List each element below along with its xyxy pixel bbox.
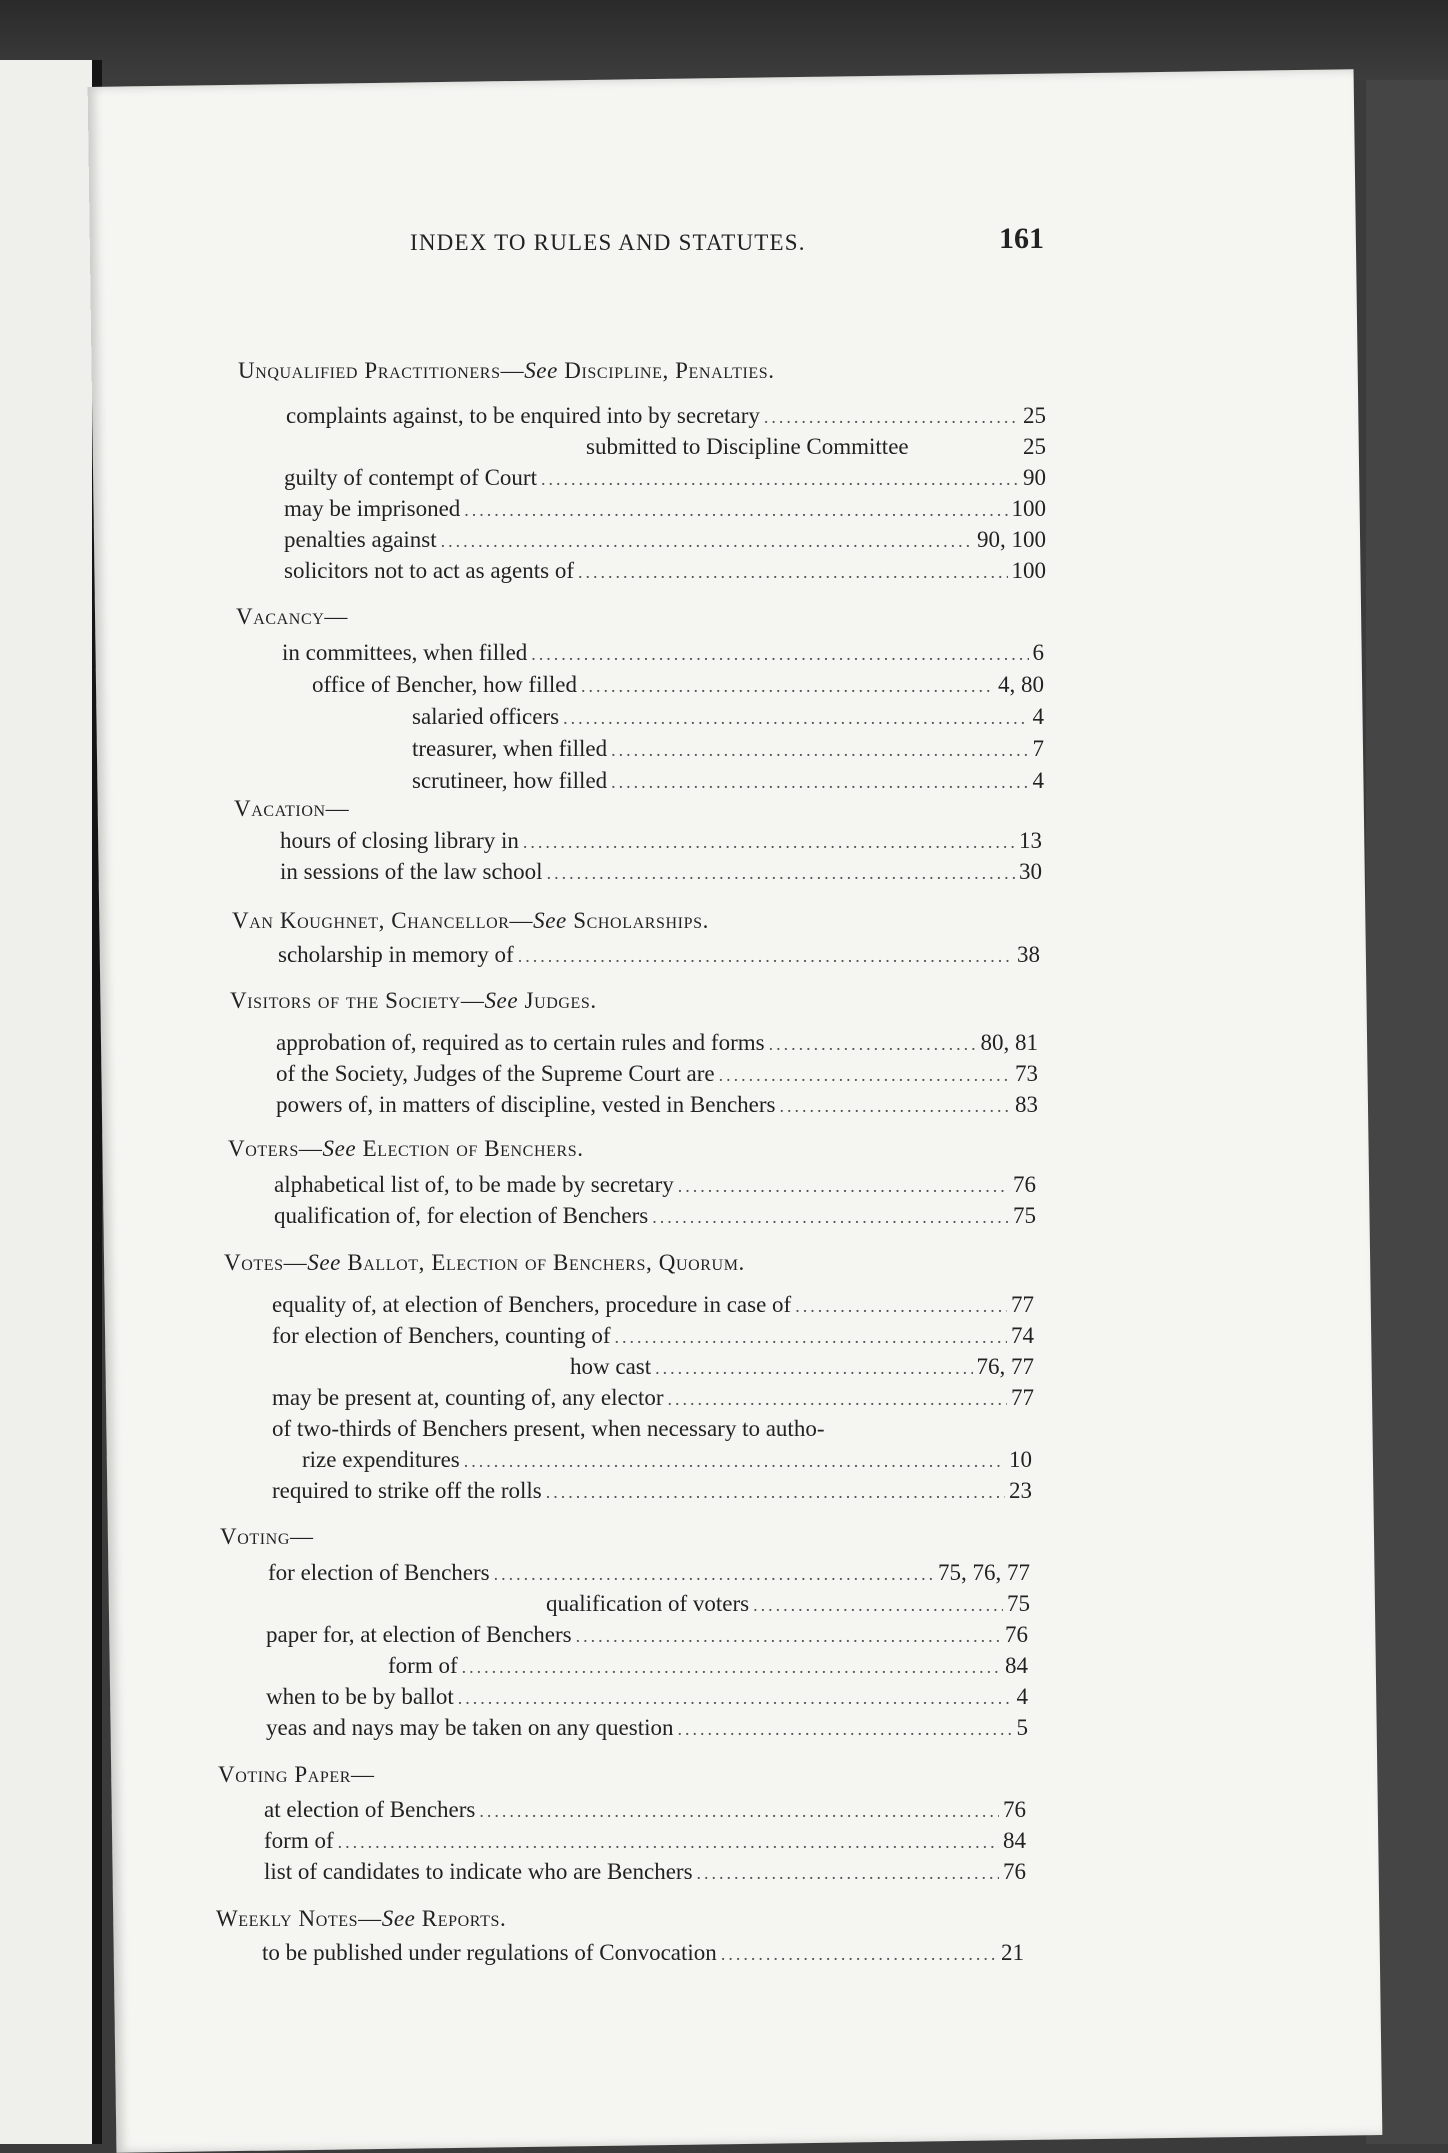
entry-pages: 30 bbox=[1019, 859, 1042, 884]
dot-leader bbox=[464, 500, 1007, 521]
entry-pages: 13 bbox=[1019, 828, 1042, 853]
heading-term: Voting— bbox=[220, 1524, 314, 1549]
entry-pages: 75 bbox=[1007, 1591, 1030, 1616]
entry-pages: 83 bbox=[1015, 1092, 1038, 1117]
dot-leader bbox=[338, 1832, 999, 1853]
entry-pages: 5 bbox=[1016, 1715, 1028, 1740]
dot-leader bbox=[441, 531, 973, 552]
dot-leader bbox=[652, 1207, 1009, 1228]
index-entry: form of ..... 84 bbox=[388, 1653, 1028, 1685]
index-entry: for election of Benchers ..... 75, 76, 77 bbox=[268, 1560, 1030, 1592]
index-entry: may be imprisoned ..... 100 bbox=[284, 496, 1046, 528]
index-heading bbox=[236, 604, 348, 630]
index-entry: office of Bencher, how filled ..... 4, 80 bbox=[312, 672, 1044, 704]
dot-leader bbox=[615, 1327, 1008, 1348]
dot-leader bbox=[578, 562, 1008, 583]
dot-leader bbox=[581, 676, 994, 697]
entry-pages: 75 bbox=[1013, 1203, 1036, 1228]
index-entry: qualification of voters ..... 75 bbox=[546, 1591, 1030, 1623]
entry-pages: 76, 77 bbox=[976, 1354, 1034, 1379]
index-entry: approbation of, required as to certain rules and forms ..... 80, 81 bbox=[276, 1030, 1038, 1062]
see-label: See bbox=[381, 1906, 416, 1931]
entry-pages: 100 bbox=[1011, 496, 1046, 521]
entry-pages: 23 bbox=[1009, 1478, 1032, 1503]
see-reference: Ballot, Election of Benchers, Quorum. bbox=[347, 1250, 745, 1275]
entry-pages: 4 bbox=[1032, 704, 1044, 729]
see-label: See bbox=[533, 908, 567, 933]
dot-leader bbox=[764, 407, 1019, 428]
index-entry: list of candidates to indicate who are Benchers ..... 76 bbox=[264, 1859, 1026, 1891]
index-entry: when to be by ballot ..... 4 bbox=[266, 1684, 1028, 1716]
heading-term: Weekly Notes bbox=[216, 1906, 359, 1931]
entry-pages: 25 bbox=[1023, 403, 1046, 428]
entry-pages: 76 bbox=[1005, 1622, 1028, 1647]
entry-pages: 4 bbox=[1016, 1684, 1028, 1709]
entry-pages: 77 bbox=[1011, 1292, 1034, 1317]
dot-leader bbox=[611, 772, 1028, 793]
heading-term: Votes bbox=[224, 1250, 284, 1275]
index-entry: required to strike off the rolls ..... 23 bbox=[272, 1478, 1032, 1510]
index-heading: Voters—See Election of Benchers. bbox=[228, 1136, 584, 1161]
heading-term: Vacation— bbox=[234, 796, 350, 821]
entry-pages: 84 bbox=[1003, 1828, 1026, 1853]
heading-term: Van Koughnet, Chancellor bbox=[232, 908, 510, 933]
index-heading: Van Koughnet, Chancellor—See Scholarships. bbox=[232, 908, 709, 933]
entry-pages: 6 bbox=[1032, 640, 1044, 665]
see-label: See bbox=[484, 988, 519, 1013]
index-entry: yeas and nays may be taken on any question ..... 5 bbox=[266, 1715, 1028, 1747]
see-reference: Discipline, Penalties. bbox=[564, 358, 775, 383]
entry-pages: 4 bbox=[1032, 768, 1044, 793]
dot-leader bbox=[668, 1389, 1008, 1410]
heading-term: Voting Paper— bbox=[218, 1762, 375, 1787]
index-entry: equality of, at election of Benchers, procedure in case of ..... 77 bbox=[272, 1292, 1034, 1324]
entry-pages: 74 bbox=[1011, 1323, 1034, 1348]
index-entry: scrutineer, how filled ..... 4 bbox=[412, 768, 1044, 800]
dot-leader bbox=[795, 1296, 1007, 1317]
dot-leader bbox=[721, 1944, 997, 1965]
dot-leader bbox=[678, 1719, 1013, 1740]
entry-pages: 77 bbox=[1011, 1385, 1034, 1410]
index-entry: alphabetical list of, to be made by secretary ..... 76 bbox=[274, 1172, 1036, 1204]
index-entry: solicitors not to act as agents of ..... 100 bbox=[284, 558, 1046, 590]
index-entry: submitted to Discipline Committee 25 bbox=[586, 434, 1046, 459]
heading-term: Vacancy— bbox=[236, 604, 348, 629]
index-entry: in committees, when filled ..... 6 bbox=[282, 640, 1044, 672]
heading-term: Voters bbox=[228, 1136, 299, 1161]
index-entry: rize expenditures ..... 10 bbox=[302, 1447, 1032, 1479]
entry-pages: 25 bbox=[1023, 434, 1046, 459]
dot-leader bbox=[547, 863, 1015, 884]
see-label: See bbox=[307, 1250, 341, 1275]
index-heading: Weekly Notes—See Reports. bbox=[216, 1906, 507, 1931]
index-entry: guilty of contempt of Court ..... 90 bbox=[284, 465, 1046, 497]
index-heading: Unqualified Practitioners—See Discipline, Penalties. bbox=[238, 358, 775, 383]
index-entry: qualification of, for election of Benchers ..... 75 bbox=[274, 1203, 1036, 1235]
dot-leader bbox=[546, 1482, 1005, 1503]
index-entry: scholarship in memory of ..... 38 bbox=[278, 942, 1040, 974]
dot-leader bbox=[769, 1034, 977, 1055]
entry-pages: 76 bbox=[1003, 1797, 1026, 1822]
dot-leader bbox=[655, 1358, 972, 1379]
dot-leader bbox=[576, 1626, 1001, 1647]
index-entry: may be present at, counting of, any elector ..... 77 bbox=[272, 1385, 1034, 1417]
page-number: 161 bbox=[999, 222, 1044, 255]
index-heading bbox=[234, 796, 349, 822]
dot-leader bbox=[523, 832, 1015, 853]
index-entry: complaints against, to be enquired into by secretary ..... 25 bbox=[286, 403, 1046, 435]
index-entry: to be published under regulations of Convocation ..... 21 bbox=[262, 1940, 1024, 1972]
index-entry: salaried officers ..... 4 bbox=[412, 704, 1044, 736]
dot-leader bbox=[611, 740, 1028, 761]
running-title: INDEX TO RULES AND STATUTES. bbox=[410, 230, 806, 255]
index-heading: Votes—See Ballot, Election of Benchers, Quorum. bbox=[224, 1250, 745, 1275]
index-heading bbox=[218, 1762, 375, 1788]
index-entry: powers of, in matters of discipline, vested in Benchers ..... 83 bbox=[276, 1092, 1038, 1124]
entry-pages: 75, 76, 77 bbox=[938, 1560, 1030, 1585]
index-entry: for election of Benchers, counting of ..... 74 bbox=[272, 1323, 1034, 1355]
index-entry-continued: of two-thirds of Benchers present, when necessary to autho- bbox=[272, 1416, 825, 1441]
entry-pages: 73 bbox=[1015, 1061, 1038, 1086]
dot-leader bbox=[541, 469, 1019, 490]
dot-leader bbox=[753, 1595, 1003, 1616]
index-entry: how cast ..... 76, 77 bbox=[570, 1354, 1034, 1386]
dot-leader bbox=[678, 1176, 1009, 1197]
dot-leader bbox=[697, 1863, 999, 1884]
entry-pages: 90 bbox=[1023, 465, 1046, 490]
dot-leader bbox=[780, 1096, 1012, 1117]
index-entry: paper for, at election of Benchers ..... 76 bbox=[266, 1622, 1028, 1654]
entry-pages: 76 bbox=[1013, 1172, 1036, 1197]
heading-term: Visitors of the Society bbox=[230, 988, 461, 1013]
entry-pages: 7 bbox=[1032, 736, 1044, 761]
entry-pages: 21 bbox=[1001, 1940, 1024, 1965]
see-reference: Scholarships. bbox=[573, 908, 709, 933]
entry-pages: 76 bbox=[1003, 1859, 1026, 1884]
entry-pages: 38 bbox=[1017, 942, 1040, 967]
entry-pages: 100 bbox=[1011, 558, 1046, 583]
entry-pages: 4, 80 bbox=[998, 672, 1044, 697]
see-reference: Election of Benchers. bbox=[362, 1136, 584, 1161]
see-reference: Judges. bbox=[524, 988, 597, 1013]
dot-leader bbox=[719, 1065, 1011, 1086]
dot-leader bbox=[458, 1688, 1013, 1709]
entry-pages: 90, 100 bbox=[977, 527, 1046, 552]
index-entry: hours of closing library in ..... 13 bbox=[280, 828, 1042, 860]
dot-leader bbox=[462, 1657, 1001, 1678]
index-entry: of the Society, Judges of the Supreme Court are ..... 73 bbox=[276, 1061, 1038, 1093]
index-entry: in sessions of the law school ..... 30 bbox=[280, 859, 1042, 891]
index-entry: at election of Benchers ..... 76 bbox=[264, 1797, 1026, 1829]
index-entry: form of ..... 84 bbox=[264, 1828, 1026, 1860]
entry-pages: 10 bbox=[1009, 1447, 1032, 1472]
dot-leader bbox=[494, 1564, 934, 1585]
see-label: See bbox=[524, 358, 558, 383]
dot-leader bbox=[479, 1801, 999, 1822]
dot-leader bbox=[563, 708, 1028, 729]
index-entry: penalties against ..... 90, 100 bbox=[284, 527, 1046, 559]
heading-term: Unqualified Practitioners bbox=[238, 358, 501, 383]
see-reference: Reports. bbox=[421, 1906, 507, 1931]
dot-leader bbox=[464, 1451, 1005, 1472]
dot-leader bbox=[518, 946, 1013, 967]
index-heading bbox=[220, 1524, 314, 1550]
dot-leader bbox=[531, 644, 1028, 665]
index-entry: treasurer, when filled ..... 7 bbox=[412, 736, 1044, 768]
entry-pages: 84 bbox=[1005, 1653, 1028, 1678]
entry-pages: 80, 81 bbox=[980, 1030, 1038, 1055]
index-heading: Visitors of the Society—See Judges. bbox=[230, 988, 597, 1013]
see-label: See bbox=[322, 1136, 357, 1161]
